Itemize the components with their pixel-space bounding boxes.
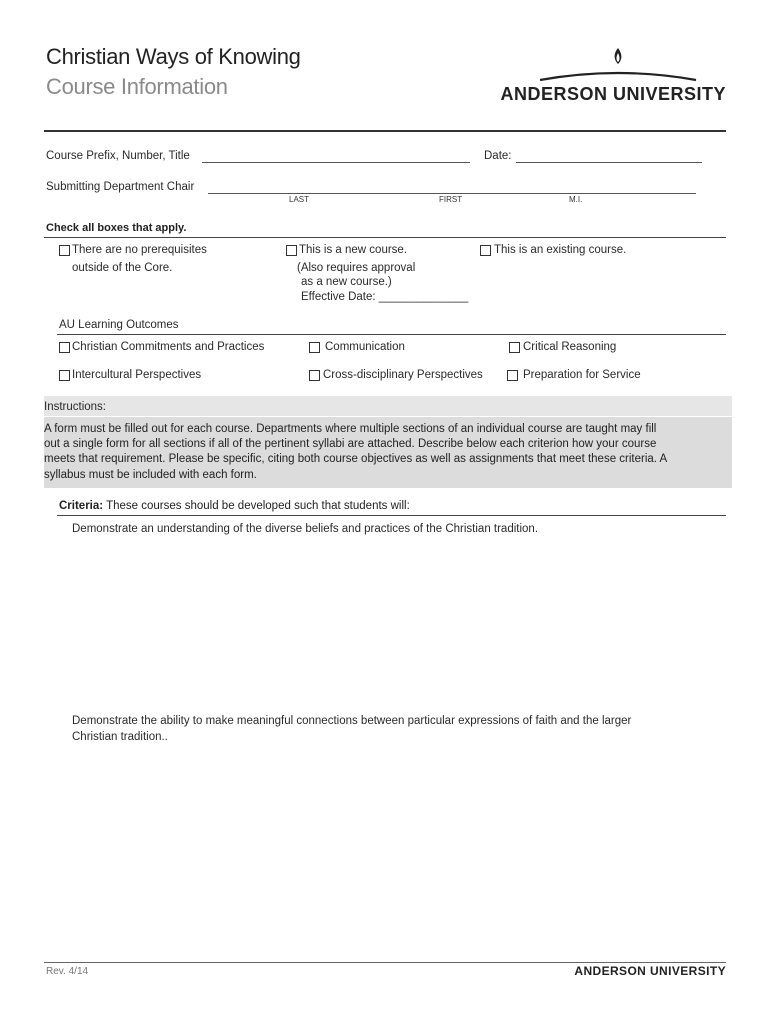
chair-sub-mi: M.I. [569,195,583,204]
outcome-label-service: Preparation for Service [523,369,641,381]
outcome-label-christian: Christian Commitments and Practices [72,341,265,353]
university-logo [500,44,726,106]
instructions-line: out a single form for all sections if all of the pertinent syllabi are attached. Describe below each criterion how your course [44,438,657,451]
course-field[interactable] [202,150,470,163]
prereq-checkbox[interactable] [59,245,70,256]
outcome-checkbox-crossdisciplinary[interactable] [309,370,320,381]
outcome-label-communication: Communication [325,341,405,353]
chair-field[interactable] [208,181,696,194]
new-course-label: This is a new course. [299,244,408,256]
effective-date-label[interactable]: Effective Date: ______________ [301,291,469,303]
instructions-line: syllabus must be included with each form. [44,468,257,481]
existing-course-checkbox[interactable] [480,245,491,256]
outcome-checkbox-christian[interactable] [59,342,70,353]
footer-divider [44,962,726,963]
criteria-divider [57,515,726,516]
prereq-label-1: There are no prerequisites [72,244,207,256]
instructions-box [44,396,732,488]
outcome-label-crossdisciplinary: Cross-disciplinary Perspectives [323,369,483,381]
instructions-line: A form must be filled out for each course. Departments where multiple sections of an individual course are taught may fill [44,423,657,435]
header-divider [44,130,726,132]
new-course-note-1: (Also requires approval [297,262,416,274]
form-title: Christian Ways of Knowing [46,44,301,69]
footer-logo: ANDERSON UNIVERSITY [574,964,726,978]
instructions-line: meets that requirement. Please be specific, citing both course objectives as well as assignments that meet these criteria. A [44,453,668,466]
outcomes-divider [57,334,726,335]
date-label: Date: [484,150,512,162]
check-divider [44,237,726,238]
outcomes-heading: AU Learning Outcomes [59,319,179,331]
criteria-heading [59,500,410,512]
instructions-text [44,422,724,483]
chair-sub-last: LAST [289,195,310,204]
criterion-2 [72,714,631,745]
criterion-2-response-area[interactable] [66,752,726,952]
outcome-label-intercultural: Intercultural Perspectives [72,369,202,381]
course-label: Course Prefix, Number, Title [46,150,190,162]
new-course-note-2: as a new course.) [301,276,392,288]
criteria-text: These courses should be developed such that students will: [106,500,410,512]
instructions-heading [44,396,732,417]
new-course-checkbox[interactable] [286,245,297,256]
chair-label: Submitting Department Chair [46,181,195,193]
logo-wordmark: ANDERSON UNIVERSITY [500,84,726,104]
criterion-1: Demonstrate an understanding of the diverse beliefs and practices of the Christian tradition. [72,523,539,535]
outcome-checkbox-communication[interactable] [309,342,320,353]
criterion-2-line: Demonstrate the ability to make meaningful connections between particular expressions of faith and the larger [72,715,632,727]
check-heading: Check all boxes that apply. [46,222,187,234]
logo-text [500,84,726,106]
criterion-1-response-area[interactable] [66,542,726,702]
outcome-label-critical: Critical Reasoning [523,341,617,353]
form-subtitle: Course Information [46,74,228,99]
outcome-checkbox-service[interactable] [507,370,518,381]
prereq-label-2: outside of the Core. [72,262,173,274]
revision-label: Rev. 4/14 [46,966,89,977]
instructions-heading-text: Instructions: [44,401,106,413]
criteria-label: Criteria: [59,500,104,512]
outcome-checkbox-critical[interactable] [509,342,520,353]
chair-sub-first: FIRST [439,195,463,204]
existing-course-label: This is an existing course. [494,244,627,256]
outcome-checkbox-intercultural[interactable] [59,370,70,381]
flame-icon [510,44,726,84]
date-field[interactable] [516,150,702,163]
criterion-2-line: Christian tradition.. [72,730,168,743]
